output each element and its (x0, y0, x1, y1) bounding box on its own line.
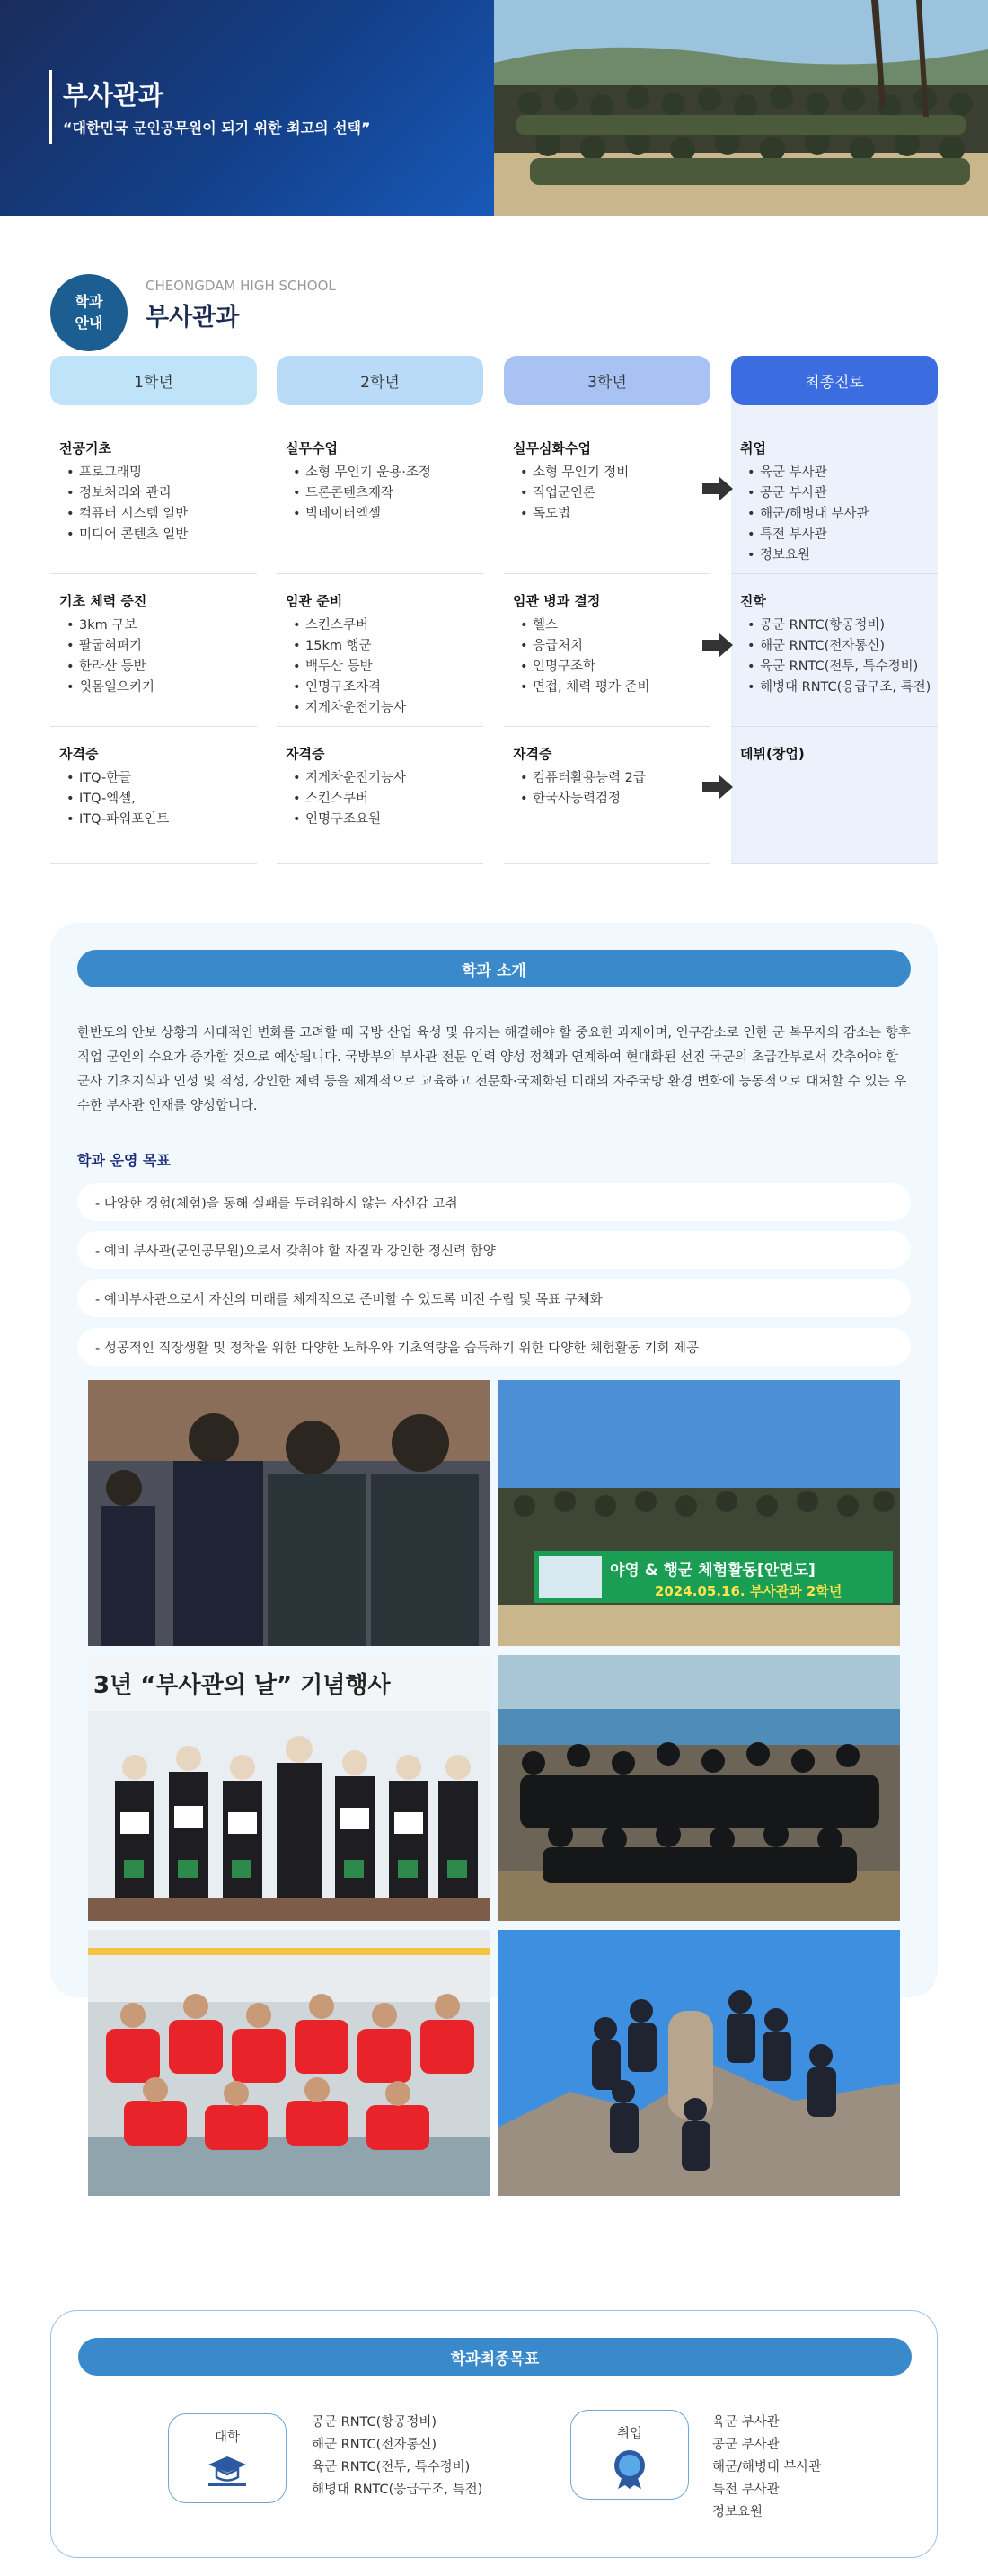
photo-mountain-climbing (498, 1930, 900, 2196)
list-item: • 윗몸일으키기 (59, 677, 257, 698)
list-item: • 해병대 RNTC(응급구조, 특전) (740, 677, 938, 698)
row-divider (277, 726, 483, 727)
department-header (50, 274, 336, 351)
university-card (168, 2413, 287, 2503)
employment-label: 취업 (616, 2427, 642, 2441)
cell-title: 전공기초 (59, 440, 111, 456)
list-item: • 컴퓨터활용능력 2급 (513, 768, 710, 789)
list-item: 해군/해병대 부사관 (712, 2460, 822, 2474)
column-header-grade-3: 3학년 (504, 356, 710, 405)
row-divider (731, 573, 938, 574)
photo-camping-illustration (498, 1380, 900, 1646)
list-item: • 15km 행군 (286, 636, 483, 657)
cell-r3-c3 (504, 744, 710, 810)
medal-icon (609, 2448, 650, 2489)
goal-item: - 예비부사관으로서 자신의 미래를 체계적으로 준비할 수 있도록 비전 수립 및 목표 구체화 (77, 1279, 911, 1317)
photo-event-illustration (88, 1655, 490, 1921)
department-badge-line1: 학과 (75, 293, 103, 310)
cell-title: 임관 병과 결정 (513, 593, 601, 609)
row-divider (50, 863, 257, 864)
list-item: • 컴퓨터 시스템 일반 (59, 504, 257, 525)
section-pill-final-goal: 학과최종목표 (78, 2338, 912, 2376)
arrow-right-icon (702, 775, 733, 800)
goal-item: - 성공적인 직장생활 및 정착을 위한 다양한 노하우와 기초역량을 습득하기 위한 다양한 체험활동 기회 제공 (77, 1328, 911, 1366)
photo-event-banner-text: 3년 “부사관의 날” 기념행사 (93, 1672, 391, 1699)
cell-r3-c4 (731, 744, 938, 768)
operation-goals-title: 학과 운영 목표 (77, 1152, 171, 1169)
cell-r2-c3 (504, 591, 710, 698)
row-divider (504, 573, 710, 574)
photo-scuba-illustration (498, 1655, 900, 1921)
photo-nco-day-event (88, 1655, 490, 1921)
arrow-right-icon (702, 476, 733, 501)
list-item: 공군 부사관 (712, 2438, 780, 2452)
list-item: • 한라산 등반 (59, 657, 257, 677)
list-item: • 한국사능력검정 (513, 789, 710, 810)
list-item: • 지게차운전기능사 (286, 698, 483, 719)
row-divider (504, 863, 710, 864)
final-goal-panel (50, 2310, 938, 2558)
cell-title: 기초 체력 증진 (59, 593, 147, 609)
list-item: • 스킨스쿠버 (286, 789, 483, 810)
department-title: 부사관과 (146, 304, 240, 332)
column-header-grade-2: 2학년 (277, 356, 483, 405)
hero-title: 부사관과 (63, 80, 164, 111)
list-item: 해병대 RNTC(응급구조, 특전) (312, 2483, 483, 2497)
list-item: • 정보처리와 관리 (59, 483, 257, 504)
department-intro-panel (50, 923, 938, 1997)
list-item: • ITQ-엑셀, (59, 789, 257, 810)
cell-r3-c1 (50, 744, 257, 830)
list-item: 특전 부사관 (712, 2483, 780, 2497)
photo-lifeguard-illustration (88, 1930, 490, 2196)
cell-r3-c2 (277, 744, 483, 830)
list-item: 육군 RNTC(전투, 특수정비) (312, 2460, 471, 2474)
photo-lifeguard-training (88, 1930, 490, 2196)
cell-r1-c1 (50, 438, 257, 545)
photo-banner-date: 2024.05.16. 부사관과 2학년 (655, 1583, 842, 1599)
goal-item: - 다양한 경험(체험)을 통해 실패를 두려워하지 않는 자신감 고취 (77, 1183, 911, 1221)
cell-r2-c1 (50, 591, 257, 698)
list-item: • 인명구조자격 (286, 677, 483, 698)
list-item: • 소형 무인기 정비 (513, 463, 710, 483)
list-item: • 드론콘텐츠제작 (286, 483, 483, 504)
department-badge-line2: 안내 (75, 314, 103, 332)
photo-mountain-illustration (498, 1930, 900, 2196)
cell-title: 자격증 (286, 746, 325, 762)
cell-r2-c2 (277, 591, 483, 719)
section-pill-intro: 학과 소개 (77, 950, 911, 987)
list-item: • 공군 RNTC(항공정비) (740, 615, 938, 636)
employment-list (712, 2412, 822, 2524)
list-item: • 3km 구보 (59, 615, 257, 636)
row-divider (504, 726, 710, 727)
graduation-cap-icon (207, 2453, 248, 2489)
cell-r2-c4 (731, 591, 938, 698)
column-final-career (731, 356, 938, 405)
row-divider (50, 573, 257, 574)
list-item: • 프로그래밍 (59, 463, 257, 483)
cell-title: 실무심화수업 (513, 440, 591, 456)
list-item: 해군 RNTC(전자통신) (312, 2438, 437, 2452)
hero-banner (0, 0, 988, 216)
row-divider (50, 726, 257, 727)
hero-photo-illustration (494, 0, 988, 216)
cell-title: 임관 준비 (286, 593, 343, 609)
photo-ceremony (88, 1380, 490, 1646)
curriculum-grid (50, 356, 938, 864)
list-item: • 소형 무인기 운용·조정 (286, 463, 483, 483)
column-grade-3 (504, 356, 710, 405)
list-item: • 해군/해병대 부사관 (740, 504, 938, 525)
intro-paragraph: 한반도의 안보 상황과 시대적인 변화를 고려할 때 국방 산업 육성 및 유지는 해결해야 할 중요한 과제이며, 인구감소로 인한 군 복무자의 감소는 향후 직업 군인의 수요가 증가할 것으로 예상됩니다. 국방부의 부사관 전문 인력 양성 정책과 연계하여 현대화된 선진 국군의 초급간부로서 갖추어야 할 군사 기초지식과 인성 및 적성, 강인한 체력 등을 체계적으로 교육하고 전문화·국제화된 미래의 자주국방 환경 변화에 능동적으로 대처할 수 있는 우수한 부사관 인재를 양성합니다. (77, 1026, 911, 1113)
cell-title: 진학 (740, 593, 766, 609)
column-header-final-career: 최종진로 (731, 356, 938, 405)
list-item: • ITQ-한글 (59, 768, 257, 789)
hero-text-panel (0, 0, 494, 216)
list-item: • 미디어 콘텐츠 일반 (59, 525, 257, 545)
university-list (312, 2412, 482, 2501)
list-item: • 독도법 (513, 504, 710, 525)
list-item: • 응급처치 (513, 636, 710, 657)
hero-accent-bar (49, 70, 52, 144)
photo-scuba-training (498, 1655, 900, 1921)
cell-r1-c4 (731, 438, 938, 566)
list-item: • 빅데이터엑셀 (286, 504, 483, 525)
list-item: • 인명구조학 (513, 657, 710, 677)
column-grade-2 (277, 356, 483, 405)
school-name-english: CHEONGDAM HIGH SCHOOL (146, 278, 336, 294)
employment-card (570, 2410, 689, 2500)
row-divider (277, 863, 483, 864)
row-divider (731, 863, 938, 864)
hero-subtitle: “대한민국 군인공무원이 되기 위한 최고의 선택” (63, 120, 371, 137)
arrow-right-icon (702, 633, 733, 658)
list-item: • 팔굽혀펴기 (59, 636, 257, 657)
row-divider (277, 573, 483, 574)
column-grade-1 (50, 356, 257, 405)
list-item: 육군 부사관 (712, 2415, 780, 2430)
university-label: 대학 (214, 2430, 240, 2445)
hero-group-photo (494, 0, 988, 216)
cell-title: 자격증 (59, 746, 99, 762)
row-divider (731, 726, 938, 727)
cell-title: 실무수업 (286, 440, 338, 456)
photo-camping-march (498, 1380, 900, 1646)
list-item: • 백두산 등반 (286, 657, 483, 677)
cell-r1-c2 (277, 438, 483, 525)
department-badge (50, 274, 128, 351)
list-item: • 해군 RNTC(전자통신) (740, 636, 938, 657)
list-item: • 지게차운전기능사 (286, 768, 483, 789)
list-item: • 육군 RNTC(전투, 특수정비) (740, 657, 938, 677)
list-item: • 공군 부사관 (740, 483, 938, 504)
list-item: • ITQ-파워포인트 (59, 810, 257, 830)
list-item: • 특전 부사관 (740, 525, 938, 545)
list-item: • 정보요원 (740, 545, 938, 566)
cell-title: 취업 (740, 440, 766, 456)
column-header-grade-1: 1학년 (50, 356, 257, 405)
list-item: • 면접, 체력 평가 준비 (513, 677, 710, 698)
cell-r1-c3 (504, 438, 710, 525)
list-item: • 헬스 (513, 615, 710, 636)
list-item: • 스킨스쿠버 (286, 615, 483, 636)
photo-banner-text: 야영 & 행군 체험활동[안면도] (610, 1562, 816, 1580)
photo-ceremony-illustration (88, 1380, 490, 1646)
list-item: 정보요원 (712, 2505, 763, 2519)
list-item: • 육군 부사관 (740, 463, 938, 483)
cell-title: 데뷔(창업) (740, 746, 805, 762)
list-item: 공군 RNTC(항공정비) (312, 2415, 437, 2430)
cell-title: 자격증 (513, 746, 552, 762)
list-item: • 인명구조요원 (286, 810, 483, 830)
list-item: • 직업군인론 (513, 483, 710, 504)
goal-item: - 예비 부사관(군인공무원)으로서 갖춰야 할 자질과 강인한 정신력 함양 (77, 1231, 911, 1269)
